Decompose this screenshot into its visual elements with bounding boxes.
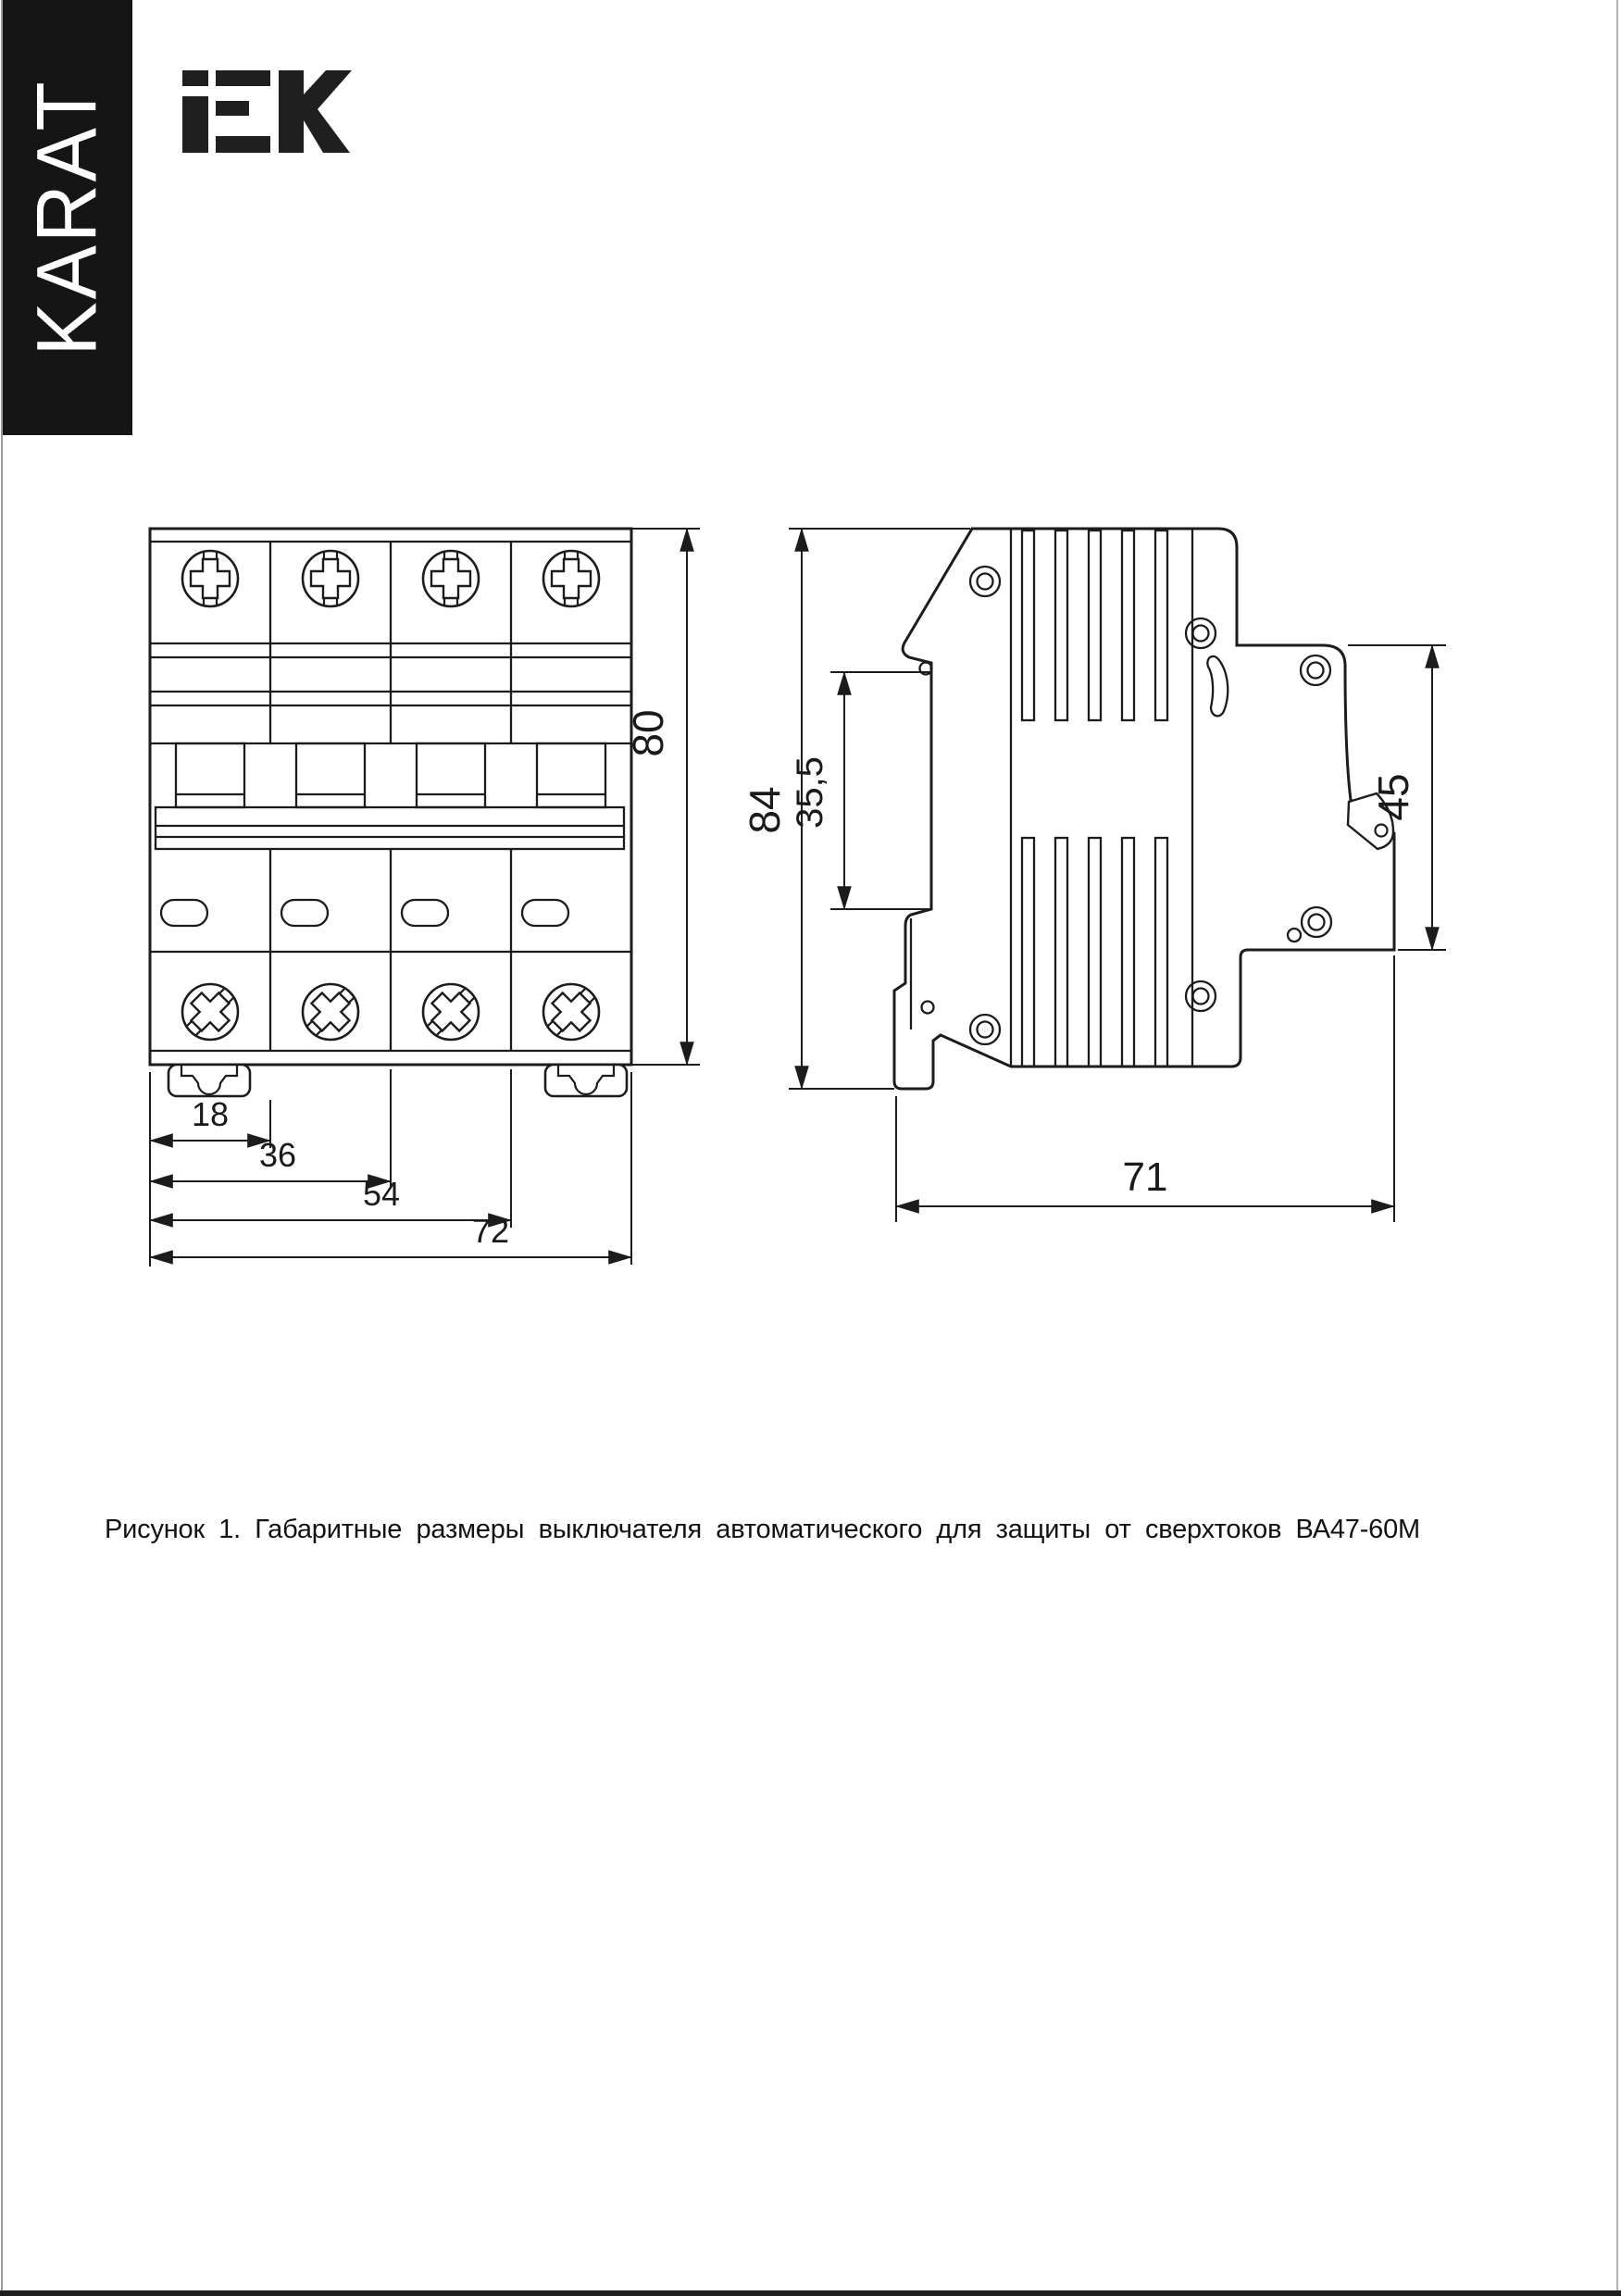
dim-label-36: 36 <box>258 1136 297 1174</box>
front-tie-bar <box>156 807 624 849</box>
figure-caption: Рисунок 1. Габаритные размеры выключателя автоматического для защиты от сверхтоков ВА47-60М <box>105 1515 1420 1544</box>
dim-label-18: 18 <box>191 1095 230 1133</box>
front-body-details <box>150 542 631 1051</box>
side-view-drawing <box>741 529 1446 1222</box>
dim-label-35-5: 35,5 <box>790 756 830 829</box>
page-edge-bottom <box>0 2290 1621 2296</box>
karat-banner-text: KARAT <box>19 79 115 356</box>
front-view-drawing <box>150 529 700 1267</box>
dim-label-84: 84 <box>741 786 789 834</box>
front-din-clips <box>168 1065 627 1096</box>
dim-label-72: 72 <box>471 1212 510 1250</box>
dim-label-80: 80 <box>624 709 672 757</box>
side-body-outline <box>894 529 1394 1089</box>
dim-label-54: 54 <box>362 1175 401 1213</box>
front-dim-lines <box>150 529 700 1267</box>
dim-label-71: 71 <box>1122 1154 1168 1200</box>
dim-label-45: 45 <box>1369 773 1417 821</box>
